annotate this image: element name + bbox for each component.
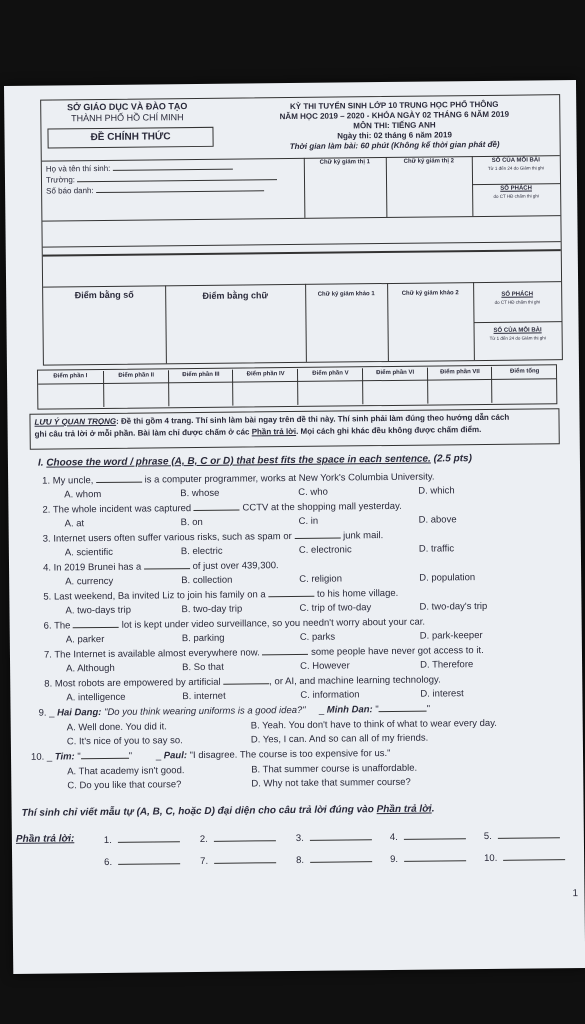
- question-1-option-a[interactable]: A. whom: [64, 489, 102, 501]
- question-3-option-d[interactable]: D. traffic: [418, 543, 455, 555]
- answer-blank[interactable]: [118, 863, 180, 865]
- question-8-option-b[interactable]: B. internet: [182, 690, 226, 703]
- question-7-option-d[interactable]: D. Therefore: [420, 659, 474, 671]
- question-5-option-c[interactable]: C. trip of two-day: [299, 602, 372, 614]
- q9-option-d[interactable]: D. Yes, I can. And so can all of my friends.: [250, 732, 429, 746]
- answer-number: 7.: [200, 855, 209, 867]
- question-6-option-c[interactable]: C. parks: [299, 631, 336, 643]
- answer-8: [296, 854, 372, 866]
- grading-secret-code-note: do CT HĐ chấm thi ghi: [494, 299, 541, 305]
- question-4-option-c[interactable]: C. religion: [299, 573, 343, 585]
- answer-3: [296, 832, 372, 844]
- candidate-number-field[interactable]: [96, 190, 264, 193]
- answer-blank[interactable]: [503, 859, 565, 861]
- question-4: [43, 560, 279, 573]
- candidate-info: [46, 161, 278, 196]
- answer-blank[interactable]: [310, 839, 372, 841]
- q9-option-c[interactable]: C. It's nice of you to say so.: [66, 735, 183, 748]
- candidate-name-label: Họ và tên thí sinh:: [45, 163, 111, 174]
- question-8-option-c[interactable]: C. information: [300, 689, 360, 701]
- secret-code-box: [472, 185, 560, 200]
- question-blank[interactable]: [144, 568, 190, 569]
- answer-1: [104, 834, 180, 846]
- question-text-end: of just over 439,300.: [189, 560, 279, 573]
- answer-number: 5.: [483, 830, 492, 843]
- q10-speaker-2: Paul:: [163, 750, 188, 762]
- part-score-8: Điểm tổng: [491, 366, 557, 403]
- part-score-1: Điểm phần I: [53, 373, 88, 380]
- part-score-6: Điểm phần VI: [362, 368, 428, 405]
- grading-sequence-number: [474, 327, 562, 342]
- score-in-words-label: Điểm bằng chữ: [202, 290, 269, 301]
- part-score-5: Điểm phần V: [297, 368, 363, 405]
- question-text-end: junk mail.: [340, 530, 384, 542]
- question-5: [43, 588, 398, 603]
- question-3-option-c[interactable]: C. electronic: [298, 544, 352, 556]
- question-text-start: 4. In 2019 Brunei has a: [42, 561, 144, 574]
- notice-line2a: ghi câu trả lời ở mỗi phần. Bài làm chỉ được chấm ở các: [34, 427, 252, 439]
- q10-line-1: ": [74, 751, 81, 763]
- part-score-4: Điểm phần IV: [232, 369, 298, 406]
- page-number: 1: [572, 888, 579, 900]
- question-7: [44, 645, 484, 661]
- exam-title-line1: KỲ THI TUYỂN SINH LỚP 10 TRUNG HỌC PHỔ THÔNG: [289, 99, 499, 112]
- notice-line1: : Đề thi gồm 4 trang. Thí sinh làm bài ngay trên đề thi này. Thí sinh phải làm đúng theo hướng dẫn cách: [116, 412, 510, 426]
- answer-number: 1.: [103, 834, 112, 846]
- official-label: ĐỀ CHÍNH THỨC: [90, 131, 171, 144]
- question-6: [44, 617, 425, 632]
- q9-option-a[interactable]: A. Well done. You did it.: [66, 721, 167, 734]
- question-3-option-b[interactable]: B. electric: [180, 545, 223, 558]
- question-text-start: 7. The Internet is available almost everywhere now.: [43, 647, 263, 661]
- question-3-option-a[interactable]: A. scientific: [64, 546, 113, 559]
- answer-6: [104, 856, 180, 868]
- exam-page: [4, 80, 585, 974]
- question-5-option-a[interactable]: A. two-days trip: [65, 604, 132, 617]
- section-points: (2.5 pts): [430, 453, 472, 465]
- question-7-option-a[interactable]: A. Although: [66, 662, 115, 675]
- question-text-end: is a computer programmer, works at New York's Columbia University.: [141, 471, 435, 486]
- question-2: [42, 501, 401, 516]
- sequence-number-box: [472, 157, 560, 172]
- question-text-start: 3. Internet users often suffer various risks, such as spam or: [42, 530, 295, 545]
- parts-score-table: [37, 364, 557, 409]
- examiner-1-label: Chữ ký giám khảo 1: [317, 291, 375, 298]
- grading-secret-code: [473, 291, 561, 306]
- q10-option-c[interactable]: C. Do you like that course?: [67, 779, 182, 792]
- section-number: I.: [37, 457, 47, 469]
- question-blank[interactable]: [194, 510, 240, 511]
- answer-number: 2.: [199, 833, 208, 845]
- question-1-option-b[interactable]: B. whose: [180, 487, 220, 500]
- exam-subject: MÔN THI: TIẾNG ANH: [353, 120, 436, 131]
- part-score-3: Điểm phần III: [167, 370, 233, 407]
- question-7-option-c[interactable]: C. However: [300, 660, 350, 672]
- instruction-answer-part: Phần trả lời: [376, 803, 432, 816]
- question-blank[interactable]: [268, 596, 314, 597]
- important-notice: [29, 408, 559, 450]
- question-blank[interactable]: [294, 538, 340, 539]
- question-10: 10. _ Tim: " " _ Paul: "I disagree. The course is too expensive for us.": [30, 747, 391, 763]
- answer-number: 8.: [296, 854, 305, 866]
- answer-number: 3.: [295, 832, 304, 844]
- question-1: [42, 472, 434, 487]
- candidate-number-label: Số báo danh:: [46, 186, 94, 196]
- question-8-option-a[interactable]: A. intelligence: [66, 691, 126, 704]
- question-1-option-c[interactable]: C. who: [298, 486, 328, 498]
- q9-blank[interactable]: [379, 711, 427, 713]
- question-text-start: 8. Most robots are empowered by artificial: [44, 676, 224, 690]
- score-in-numbers-label: Điểm bằng số: [74, 289, 134, 301]
- section-heading: Choose the word / phrase (A, B, C or D) that best fits the space in each sentence.: [46, 453, 431, 469]
- exam-time: Thời gian làm bài: 60 phút (Không kể thời gian phát đề): [289, 139, 500, 152]
- question-7-option-b[interactable]: B. So that: [182, 661, 224, 674]
- instruction-text: Thí sinh chỉ viết mẫu tự (A, B, C, hoặc D) đại diện cho câu trả lời đúng vào: [21, 804, 377, 819]
- question-blank[interactable]: [262, 654, 308, 655]
- question-4-option-d[interactable]: D. population: [419, 572, 476, 584]
- question-blank[interactable]: [73, 627, 119, 628]
- signature-supervisor-1: Chữ ký giám thị 1: [319, 159, 371, 166]
- answer-10: [484, 852, 565, 864]
- question-text-start: 1. My uncle,: [42, 475, 97, 487]
- question-1-option-d[interactable]: D. which: [418, 485, 455, 497]
- answer-blank[interactable]: [404, 838, 466, 840]
- answer-blank[interactable]: [118, 841, 180, 843]
- question-6-option-a[interactable]: A. parker: [65, 633, 105, 646]
- part-score-2: Điểm phần II: [103, 370, 169, 407]
- exam-title: [231, 99, 558, 152]
- question-5-option-d[interactable]: D. two-day's trip: [419, 600, 488, 613]
- q10-speaker-1: Tim:: [54, 751, 75, 763]
- answer-number: 9.: [390, 853, 399, 865]
- candidate-school-label: Trường:: [45, 175, 76, 185]
- question-2-option-c[interactable]: C. in: [298, 515, 319, 527]
- exam-date: Ngày thi: 02 tháng 6 năm 2019: [337, 130, 452, 141]
- question-3: [43, 530, 384, 545]
- q10-end-quote: ": [128, 750, 133, 762]
- answer-number: 4.: [389, 831, 398, 843]
- sequence-number-note: Từ 1 đến 24 do Giám thị ghi: [487, 165, 544, 171]
- exam-header: [40, 94, 563, 365]
- q9-number: 9. _: [38, 707, 58, 719]
- q10-line-2: "I disagree. The course is too expensive for us.": [186, 747, 391, 762]
- section-title: [38, 453, 472, 469]
- question-text-end: CCTV at the shopping mall yesterday.: [239, 500, 402, 514]
- question-5-option-b[interactable]: B. two-day trip: [181, 603, 243, 616]
- q9-line-1: "Do you think wearing uniforms is a good idea?": [101, 704, 306, 719]
- department-line2: THÀNH PHỐ HỒ CHÍ MINH: [71, 112, 184, 124]
- answer-number: 10.: [484, 852, 498, 865]
- notice-answer-part: Phần trả lời: [251, 426, 297, 437]
- question-4-option-b[interactable]: B. collection: [181, 574, 233, 587]
- q9-speaker-1: Hai Dang:: [57, 707, 102, 719]
- question-blank[interactable]: [96, 482, 142, 483]
- answer-blank[interactable]: [310, 861, 372, 863]
- part-score-7: Điểm phần VII: [426, 367, 492, 404]
- examiner-2-label: Chữ ký giám khảo 2: [401, 290, 459, 297]
- question-text-start: 6. The: [43, 620, 74, 632]
- answer-blank[interactable]: [214, 840, 276, 842]
- question-2-option-a[interactable]: A. at: [64, 518, 85, 530]
- question-4-option-a[interactable]: A. currency: [65, 575, 114, 588]
- question-2-option-b[interactable]: B. on: [180, 516, 203, 529]
- signature-supervisor-2: Chữ ký giám thị 2: [403, 158, 455, 165]
- answer-instruction: [22, 804, 435, 819]
- official-badge: [47, 127, 213, 149]
- grading-secret-code-title: SỐ PHÁCH: [501, 291, 534, 298]
- question-blank[interactable]: [223, 683, 269, 684]
- exam-title-line2: NĂM HỌC 2019 – 2020 - KHÓA NGÀY 02 THÁNG 6 NĂM 2019: [279, 109, 510, 122]
- q10-option-b[interactable]: B. That summer course is unaffordable.: [251, 762, 418, 776]
- answer-5: [484, 830, 560, 842]
- answer-blank[interactable]: [404, 860, 466, 862]
- secret-code-title: SỐ PHÁCH: [500, 185, 532, 192]
- candidate-name-field[interactable]: [113, 169, 233, 171]
- q9-speaker-2: Minh Dan:: [326, 704, 373, 716]
- question-6-option-d[interactable]: D. park-keeper: [419, 630, 483, 642]
- q9-line-2: ": [372, 704, 379, 716]
- department: [47, 101, 207, 125]
- answer-2: [200, 833, 276, 845]
- grading-sequence-note: Từ 1 đến 24 do Giám thị ghi: [489, 335, 546, 341]
- answer-number: 6.: [104, 856, 113, 868]
- notice-label: LƯU Ý QUAN TRỌNG: [34, 416, 117, 427]
- question-text-end: , or AI, and machine learning technology.: [269, 674, 441, 688]
- answer-blank[interactable]: [498, 837, 560, 839]
- q10-option-d[interactable]: D. Why not take that summer course?: [251, 776, 411, 790]
- q10-blank[interactable]: [81, 758, 129, 760]
- grading-sequence-title: SỐ CỦA MỖI BÀI: [493, 327, 542, 334]
- question-text-start: 5. Last weekend, Ba invited Liz to join his family on a: [43, 589, 269, 603]
- department-line1: SỞ GIÁO DỤC VÀ ĐÀO TẠO: [67, 101, 188, 113]
- candidate-school-field[interactable]: [77, 179, 277, 182]
- answer-blank[interactable]: [214, 862, 276, 864]
- q10-number: 10. _: [30, 751, 55, 763]
- question-8: [44, 674, 441, 689]
- notice-line2c: . Mọi cách ghi khác đều không được chấm điểm.: [296, 425, 482, 436]
- secret-code-note: do CT HĐ chấm thi ghi: [493, 193, 539, 199]
- question-text-end: to his home village.: [314, 587, 399, 600]
- question-text-start: 2. The whole incident was captured: [42, 503, 194, 516]
- question-8-option-d[interactable]: D. interest: [420, 688, 464, 700]
- answer-section-label: Phần trả lời:: [15, 833, 75, 845]
- q9-end-quote: ": [426, 703, 431, 715]
- question-text-end: lot is kept under video surveillance, so you needn't worry about your car.: [119, 616, 426, 631]
- instruction-end: .: [431, 803, 435, 815]
- q9-option-b[interactable]: B. Yeah. You don't have to think of what to wear every day.: [250, 717, 497, 732]
- question-6-option-b[interactable]: B. parking: [181, 632, 225, 645]
- answer-7: [200, 855, 276, 867]
- question-2-option-d[interactable]: D. above: [418, 514, 457, 526]
- answer-4: [390, 831, 466, 843]
- answer-9: [390, 853, 466, 865]
- question-text-end: some people have never got access to it.: [308, 645, 484, 658]
- question-9: 9. _ Hai Dang: "Do you think wearing uniforms is a good idea?" _ Minh Dan: " ": [38, 703, 431, 719]
- sequence-number-title: SỐ CỦA MỖI BÀI: [491, 157, 540, 164]
- q10-option-a[interactable]: A. That academy isn't good.: [67, 765, 185, 778]
